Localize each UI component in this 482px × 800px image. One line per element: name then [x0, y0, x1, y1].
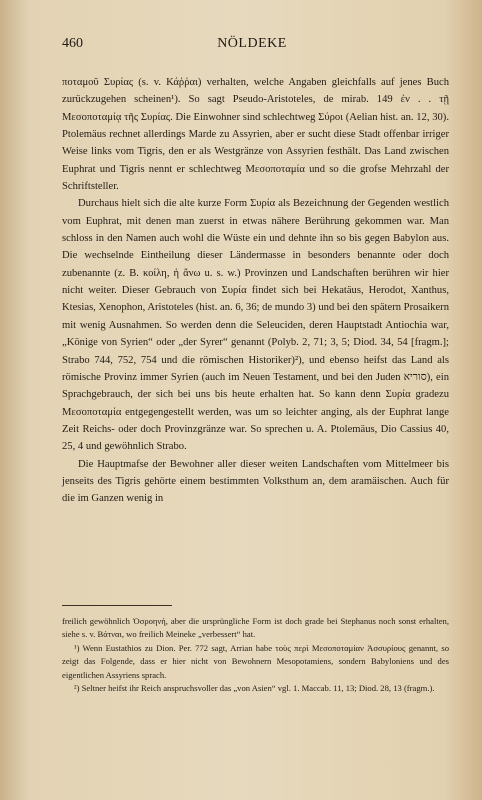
main-text: [62, 74, 449, 508]
footnote: freilich gewöhnlich Ὀσροηνή, aber die ursprüngliche Form ist doch grade bei Stephanus noch sonst erhalten, siehe s. v. Βάτναι, wo freilich Meineke „verbessert“ hat.: [62, 616, 449, 640]
paragraph: Durchaus hielt sich die alte kurze Form Συρία als Bezeichnung der Gegenden westlich vom Euphrat, mit denen man zuerst in etwas nähere Berührung gekommen war. Man schloss in den Namen auch wohl die Wüste ein und dehnte ihn so bis gegen Babylon aus. Die wechselnde Eintheilung dieser Ländermasse in besonders benannte oder doch zubenannte (z. B. κοίλη, ἡ ἄνω u. s. w.) Provinzen und Landschaften berühren wir hier nicht weiter. Dieser Gebrauch von Συρία findet sich bei Hekatäus, Herodot, Xanthus, Ktesias, Xenophon, Aristoteles (hist. an. 6, 36; de mundo 3) und bei den spätern Prosaikern mit wenig Ausnahmen. So werden denn die Seleuciden, deren Hauptstadt Antiochia war, „Könige von Syrien“ oder „der Syrer“ genannt (Polyb. 2, 71; 3, 5; Diod. 34, 54 [fragm.]; Strabo 744, 752, 754 und die römischen Historiker)²), und ebenso heifst das Land als römische Provinz immer Syrien (auch im Neuen Testament, und bei den Juden סוריא), ein Sprachgebrauch, der sich bei uns bis heute erhalten hat. So kann denn Συρία gradezu Μεσοποταμία entgegengestellt werden, was um so leichter anging, als der Euphrat lange Zeit Reichs- oder doch Provinzgränze war. So sprechen u. A. Ptolemäus, Dio Cassius 40, 25, 4 und gewöhnlich Strabo.: [62, 198, 449, 453]
footnote: ²) Seltner heifst ihr Reich anspruchsvoller das „von Asien“ vgl. 1. Maccab. 11, 13; Diod. 28, 13 (fragm.).: [74, 683, 435, 694]
paragraph: Die Hauptmafse der Bewohner aller dieser weiten Landschaften vom Mittelmeer bis jenseits des Tigris gehörte einem bestimmten Volksthum an, dem aramäischen. Auch für die im Ganzen wenig in: [62, 458, 449, 505]
footnote: ¹) Wenn Eustathios zu Dion. Per. 772 sagt, Arrian habe τοὺς περὶ Μεσοποταμίαν Ἀσσυρίους genannt, so zeigt das Folgende, dass er hier nicht von Bewohnern Mesopotamiens, sondern Babyloniens und des eigentlichen Assyriens sprach.: [62, 642, 449, 680]
page-number: 460: [62, 36, 83, 51]
footnote-divider: [62, 605, 172, 606]
paragraph: ποταμοῦ Συρίας (s. v. Κάῤῥαι) verhalten, welche Angaben gleichfalls auf jenes Buch zurückzugehen scheinen¹). So sagt Pseudo-Aristoteles, de mirab. 149 ἐν . . τῇ Μεσοποταμίᾳ τῆς Συρίας. Die Einwohner sind schlechtweg Σύροι (Aelian hist. an. 12, 30). Ptolemäus rechnet allerdings Marde zu Assyrien, aber er sucht diese Stadt offenbar irriger Weise links vom Tigris, den er als Westgränze von Assyrien festhält. Das Land zwischen Euphrat und Tigris nennt er schlechtweg Μεσοποταμία und so die grofse Mehrzahl der Schriftsteller.: [62, 77, 449, 193]
footnotes: [62, 615, 449, 695]
running-head: NÖLDEKE: [217, 36, 287, 51]
